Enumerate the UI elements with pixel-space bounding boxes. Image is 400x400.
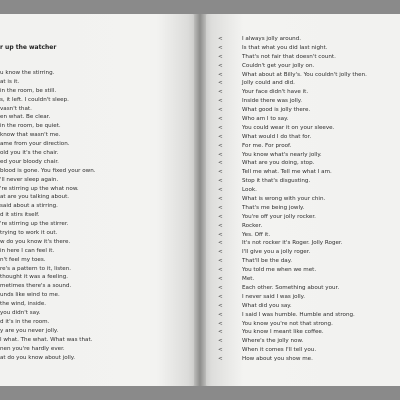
right-line [218, 222, 367, 231]
right-line [218, 106, 367, 115]
line-text: You could wear it on your sleeve. [242, 124, 335, 131]
left-line: d it's in the room. [0, 318, 50, 325]
left-line: 're stirring up the stirrer. [0, 221, 69, 228]
left-line: u know the stirring. [0, 70, 55, 76]
right-line [218, 124, 367, 133]
left-line: old you it's the chair. [0, 150, 59, 157]
line-text: That'll be the day. [242, 258, 293, 265]
line-marker: < [218, 169, 223, 176]
line-text: Jolly could and did. [242, 80, 295, 87]
line-text: Where's the jolly now. [242, 338, 304, 345]
right-line [218, 257, 367, 266]
line-text: Couldn't get your jolly on. [242, 62, 315, 69]
line-marker: < [218, 267, 223, 274]
line-text: Tell me what. Tell me what I am. [242, 169, 332, 176]
line-text: What is wrong with your chin. [242, 196, 326, 203]
right-line [218, 275, 367, 284]
right-line [218, 320, 367, 329]
line-marker: < [218, 160, 223, 167]
left-line: you didn't say. [0, 310, 41, 317]
line-marker: < [218, 151, 223, 158]
right-line [218, 62, 367, 71]
line-text: Look. [242, 187, 257, 194]
left-page-title: r up the watcher [0, 44, 57, 51]
line-marker: < [218, 258, 223, 265]
right-line [218, 44, 367, 53]
right-line [218, 97, 367, 106]
right-line [218, 168, 367, 177]
left-line: vasn't that. [0, 105, 32, 112]
line-marker: < [218, 311, 223, 318]
left-line: in the room, be quiet. [0, 123, 61, 130]
left-line: blood is gone. You fixed your own. [0, 167, 96, 174]
left-line: in here I can feel it. [0, 247, 55, 254]
left-line: at is it. [0, 78, 20, 85]
right-line [218, 355, 367, 364]
line-text: I said I was humble. Humble and strong. [242, 311, 355, 318]
left-line: the wind, inside. [0, 301, 47, 308]
line-text: Inside there was jolly. [242, 98, 303, 105]
left-line: said about a stirring. [0, 203, 58, 210]
right-line [218, 213, 367, 222]
right-line [218, 115, 367, 124]
left-line: at are you talking about. [0, 194, 70, 201]
right-line [218, 151, 367, 160]
right-line [218, 337, 367, 346]
right-line [218, 204, 367, 213]
right-line [218, 248, 367, 257]
left-line: 're stirring up the what now. [0, 185, 79, 192]
line-marker: < [218, 231, 223, 238]
line-text: Who am I to say. [242, 116, 289, 123]
left-line: trying to work it out. [0, 230, 58, 237]
left-line: s, it left. I couldn't sleep. [0, 96, 69, 103]
line-marker: < [218, 196, 223, 203]
line-marker: < [218, 44, 223, 51]
line-text: That's me being jowly. [242, 204, 305, 211]
line-text: Your face didn't have it. [242, 89, 309, 96]
line-marker: < [218, 249, 223, 256]
line-text: Stop it that's disgusting. [242, 178, 311, 185]
line-text: That's not fair that doesn't count. [242, 53, 336, 60]
line-text: Yes. Off it. [242, 231, 271, 238]
left-line: ed your bloody chair. [0, 158, 59, 165]
line-text: How about you show me. [242, 356, 313, 363]
book-gutter [194, 14, 206, 386]
right-line [218, 239, 367, 248]
line-text: Rocker. [242, 222, 263, 229]
left-line: w do you know it's there. [0, 238, 71, 245]
line-marker: < [218, 187, 223, 194]
line-text: Is that what you did last night. [242, 44, 328, 51]
left-line: ame from your direction. [0, 141, 70, 148]
line-marker: < [218, 142, 223, 149]
line-marker: < [218, 124, 223, 131]
line-marker: < [218, 302, 223, 309]
line-text: You're off your jolly rocker. [242, 213, 316, 220]
line-marker: < [218, 293, 223, 300]
line-marker: < [218, 71, 223, 78]
line-marker: < [218, 62, 223, 69]
right-line [218, 195, 367, 204]
left-page-lines [0, 69, 96, 362]
line-marker: < [218, 107, 223, 114]
right-line [218, 186, 367, 195]
left-line: 'll never sleep again. [0, 176, 59, 183]
line-marker: < [218, 222, 223, 229]
left-line: metimes there's a sound. [0, 283, 72, 290]
line-text: It's not rocker it's Roger. Jolly Roger. [242, 240, 343, 247]
right-page-lines [218, 35, 367, 364]
right-line [218, 159, 367, 168]
line-text: What would I do that for. [242, 133, 312, 140]
line-text: Met. [242, 276, 255, 283]
line-text: What did you say. [242, 302, 292, 309]
line-text: You told me when we met. [242, 267, 317, 274]
line-marker: < [218, 133, 223, 140]
left-line: know that wasn't me. [0, 132, 61, 139]
right-line [218, 328, 367, 337]
line-marker: < [218, 329, 223, 336]
line-text: I never said I was jolly. [242, 293, 305, 300]
right-line [218, 311, 367, 320]
right-line [218, 88, 367, 97]
line-marker: < [218, 80, 223, 87]
left-line: nen you're hardly ever. [0, 345, 65, 352]
right-line [218, 35, 367, 44]
line-marker: < [218, 240, 223, 247]
left-line: l what. The what. What was that. [0, 336, 93, 343]
line-text: You know I meant like coffee. [242, 329, 324, 336]
left-line: at do you know about jolly. [0, 354, 76, 361]
right-line [218, 177, 367, 186]
line-text: You know what's nearly jolly. [242, 151, 322, 158]
left-line: re's a pattern to it, listen. [0, 265, 72, 272]
left-line: en what. Be clear. [0, 114, 51, 121]
line-marker: < [218, 89, 223, 96]
line-text: You know you're not that strong. [242, 320, 333, 327]
right-line [218, 53, 367, 62]
line-marker: < [218, 36, 223, 42]
line-text: For me. For proof. [242, 142, 292, 149]
line-marker: < [218, 204, 223, 211]
right-line [218, 142, 367, 151]
line-text: When it comes I'll tell you. [242, 347, 317, 354]
left-line: d it stirs itself. [0, 212, 40, 219]
right-line [218, 71, 367, 80]
line-text: Each other. Something about your. [242, 284, 340, 291]
left-line: n't feel my toes. [0, 256, 46, 263]
line-marker: < [218, 276, 223, 283]
right-line [218, 302, 367, 311]
left-line: thought it was a feeling. [0, 274, 69, 281]
line-marker: < [218, 347, 223, 354]
line-marker: < [218, 116, 223, 123]
line-marker: < [218, 53, 223, 60]
right-line [218, 231, 367, 240]
left-line: in the room, be still. [0, 87, 57, 94]
right-line [218, 133, 367, 142]
line-marker: < [218, 338, 223, 345]
right-line [218, 293, 367, 302]
line-marker: < [218, 356, 223, 363]
right-line [218, 346, 367, 355]
line-text: I'll give you a jolly roger. [242, 249, 311, 256]
right-line [218, 266, 367, 275]
line-marker: < [218, 178, 223, 185]
line-text: What about at Billy's. You couldn't jolly then. [242, 71, 367, 78]
line-marker: < [218, 320, 223, 327]
line-marker: < [218, 213, 223, 220]
right-line [218, 284, 367, 293]
line-text: I always jolly around. [242, 36, 302, 42]
line-marker: < [218, 284, 223, 291]
right-line [218, 79, 367, 88]
left-line: y are you never jolly. [0, 327, 59, 334]
line-text: What are you doing, stop. [242, 160, 315, 167]
line-text: What good is jolly there. [242, 107, 311, 114]
line-marker: < [218, 98, 223, 105]
left-line: unds like wind to me. [0, 292, 60, 299]
